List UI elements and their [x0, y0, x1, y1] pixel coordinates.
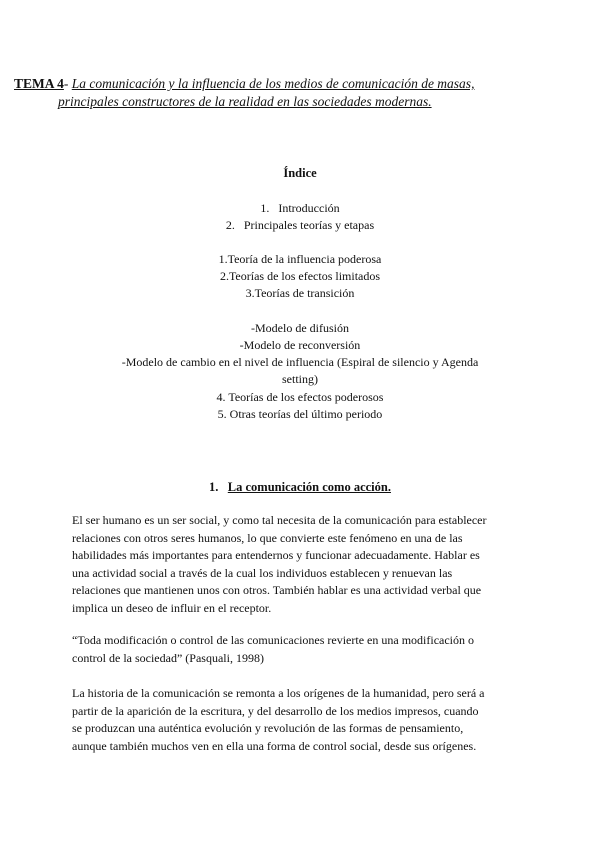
title-line-1: La comunicación y la influencia de los medios de comunicación de masas, [71, 76, 475, 91]
paragraph-line: implica un deseo de influir en el receptor. [72, 600, 272, 615]
quote-paragraph [72, 632, 528, 667]
index-item: 5. Otras teorías del último periodo [217, 407, 383, 421]
index-main-list [0, 200, 600, 234]
index-item: 1. Introducción [260, 201, 340, 215]
paragraph-line: una actividad social a través de la cual los individuos establecen y renuevan las [72, 565, 453, 580]
paragraph-1 [72, 512, 528, 617]
section-1-heading [0, 479, 600, 496]
index-item: 2.Teorías de los efectos limitados [219, 269, 381, 283]
tema-label: TEMA 4 [14, 76, 64, 91]
quote-line: control de la sociedad” (Pasquali, 1998) [72, 650, 264, 665]
paragraph-line: habilidades más importantes para entendernos y funcionar adecuadamente. Hablar es [72, 548, 480, 562]
quote-line: “Toda modificación o control de las comunicaciones revierte en una modificación o [72, 633, 475, 647]
index-item: 1.Teoría de la influencia poderosa [218, 252, 382, 266]
index-model-list [0, 320, 600, 388]
section-1-title: La comunicación como acción. [227, 480, 391, 494]
index-item: setting) [282, 372, 318, 386]
index-item: -Modelo de reconversión [239, 338, 361, 352]
paragraph-line: partir de la aparición de la escritura, y del desarrollo de los medios impresos, cuando [72, 703, 479, 718]
document-title-line-2 [58, 94, 432, 110]
index-item: 3.Teorías de transición [245, 286, 355, 300]
index-item: 4. Teorías de los efectos poderosos [216, 390, 384, 404]
paragraph-line: relaciones con otros seres humanos, lo que convierte este fenómeno en una de las [72, 530, 463, 545]
index-theory-list [0, 251, 600, 302]
title-dash: - [63, 76, 69, 91]
index-item: -Modelo de cambio en el nivel de influencia (Espiral de silencio y Agenda [121, 355, 479, 369]
paragraph-line: aunque también muchos ven en ella una forma de control social, desde sus orígenes. [72, 738, 477, 753]
index-later-list [0, 389, 600, 423]
index-item: -Modelo de difusión [251, 321, 349, 335]
title-line-2: principales constructores de la realidad en las sociedades modernas. [58, 94, 432, 109]
index-heading: Índice [283, 166, 317, 180]
paragraph-line: La historia de la comunicación se remonta a los orígenes de la humanidad, pero será a [72, 686, 485, 700]
paragraph-line: se produzcan una auténtica evolución y revolución de las formas de pensamiento, [72, 721, 464, 735]
paragraph-2 [72, 685, 528, 755]
paragraph-line: El ser humano es un ser social, y como tal necesita de la comunicación para establecer [72, 513, 487, 527]
paragraph-line: relaciones que mantienen unos con otros. También hablar es una actividad verbal que [72, 583, 482, 597]
section-1-number: 1. [209, 480, 219, 494]
index-item: 2. Principales teorías y etapas [225, 218, 375, 232]
document-title [14, 76, 474, 92]
